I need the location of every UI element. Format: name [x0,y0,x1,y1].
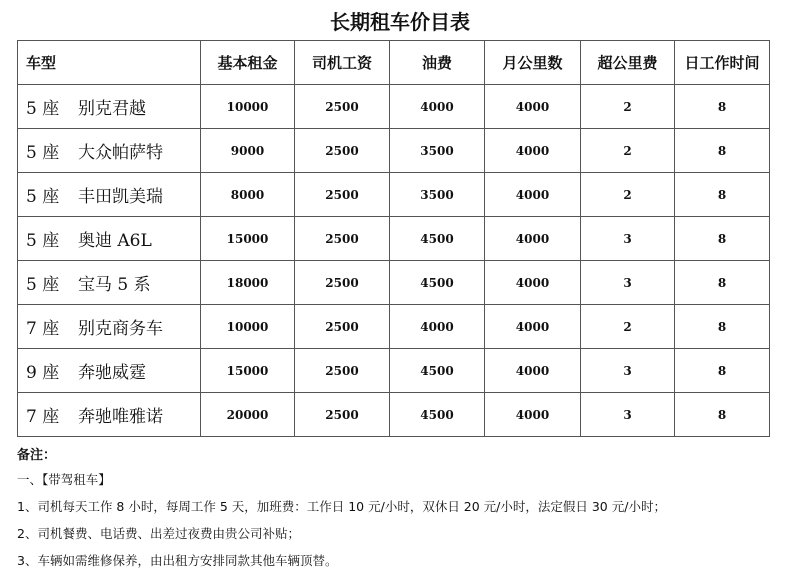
cell-monthly-km: 4000 [485,85,581,129]
table-header-row [18,41,770,85]
cell-daily-hours: 8 [675,349,770,393]
cell-model [18,85,201,129]
cell-over-km-fee: 3 [581,217,675,261]
cell-over-km-fee: 2 [581,85,675,129]
table-row [18,173,770,217]
col-header-fuel: 油费 [390,41,485,85]
cell-rent: 8000 [201,173,295,217]
cell-wage: 2500 [295,217,390,261]
cell-daily-hours: 8 [675,261,770,305]
cell-car-name: 宝马 5 系 [78,275,151,295]
cell-wage: 2500 [295,393,390,437]
cell-monthly-km: 4000 [485,349,581,393]
table-row [18,261,770,305]
cell-daily-hours: 8 [675,305,770,349]
cell-wage: 2500 [295,129,390,173]
cell-monthly-km: 4000 [485,129,581,173]
notes-item: 2、司机餐费、电话费、出差过夜费由贵公司补贴； [17,526,300,541]
cell-model [18,305,201,349]
notes-heading: 备注： [17,448,57,463]
cell-rent: 20000 [201,393,295,437]
cell-fuel: 3500 [390,129,485,173]
cell-fuel: 3500 [390,173,485,217]
col-header-wage: 司机工资 [295,41,390,85]
cell-car-name: 丰田凯美瑞 [78,187,163,207]
table-row [18,129,770,173]
cell-model [18,393,201,437]
cell-seat: 5 座 [26,187,60,207]
cell-monthly-km: 4000 [485,173,581,217]
cell-fuel: 4000 [390,85,485,129]
cell-monthly-km: 4000 [485,217,581,261]
cell-fuel: 4500 [390,217,485,261]
cell-seat: 7 座 [26,319,60,339]
price-table [17,40,770,437]
cell-over-km-fee: 2 [581,173,675,217]
cell-model [18,173,201,217]
cell-model [18,349,201,393]
notes-item: 3、车辆如需维修保养，由出租方安排同款其他车辆顶替。 [17,553,338,568]
cell-fuel: 4500 [390,393,485,437]
cell-seat: 5 座 [26,143,60,163]
col-header-model: 车型 [18,41,201,85]
cell-monthly-km: 4000 [485,305,581,349]
cell-car-name: 别克商务车 [78,319,163,339]
cell-daily-hours: 8 [675,129,770,173]
cell-car-name: 奔驰唯雅诺 [78,407,163,427]
cell-rent: 10000 [201,305,295,349]
cell-rent: 15000 [201,217,295,261]
cell-wage: 2500 [295,305,390,349]
cell-fuel: 4000 [390,305,485,349]
notes-section [17,444,787,574]
cell-fuel: 4500 [390,261,485,305]
cell-car-name: 别克君越 [78,99,146,119]
cell-over-km-fee: 3 [581,261,675,305]
cell-rent: 9000 [201,129,295,173]
table-row [18,217,770,261]
cell-daily-hours: 8 [675,85,770,129]
cell-daily-hours: 8 [675,393,770,437]
notes-item: 1、司机每天工作 8 小时，每周工作 5 天，加班费：工作日 10 元/小时，双休日 20 元/小时，法定假日 30 元/小时； [17,499,666,514]
cell-fuel: 4500 [390,349,485,393]
cell-daily-hours: 8 [675,173,770,217]
cell-seat: 9 座 [26,363,60,383]
cell-rent: 10000 [201,85,295,129]
cell-monthly-km: 4000 [485,393,581,437]
col-header-over-km-fee: 超公里费 [581,41,675,85]
page-title: 长期租车价目表 [330,10,470,34]
cell-seat: 5 座 [26,231,60,251]
cell-seat: 7 座 [26,407,60,427]
table-row [18,85,770,129]
col-header-daily-hours: 日工作时间 [675,41,770,85]
cell-rent: 18000 [201,261,295,305]
col-header-rent: 基本租金 [201,41,295,85]
cell-model [18,217,201,261]
col-header-monthly-km: 月公里数 [485,41,581,85]
table-row [18,393,770,437]
cell-car-name: 奔驰威霆 [78,363,146,383]
cell-rent: 15000 [201,349,295,393]
cell-seat: 5 座 [26,275,60,295]
cell-wage: 2500 [295,173,390,217]
cell-car-name: 奥迪 A6L [78,231,152,251]
cell-over-km-fee: 3 [581,349,675,393]
table-row [18,349,770,393]
cell-wage: 2500 [295,261,390,305]
cell-daily-hours: 8 [675,217,770,261]
table-row [18,305,770,349]
cell-wage: 2500 [295,85,390,129]
cell-over-km-fee: 3 [581,393,675,437]
cell-model [18,261,201,305]
cell-wage: 2500 [295,349,390,393]
cell-over-km-fee: 2 [581,305,675,349]
cell-car-name: 大众帕萨特 [78,143,163,163]
notes-section-title: 一、【带驾租车】 [17,472,111,487]
cell-over-km-fee: 2 [581,129,675,173]
cell-seat: 5 座 [26,99,60,119]
cell-model [18,129,201,173]
cell-monthly-km: 4000 [485,261,581,305]
